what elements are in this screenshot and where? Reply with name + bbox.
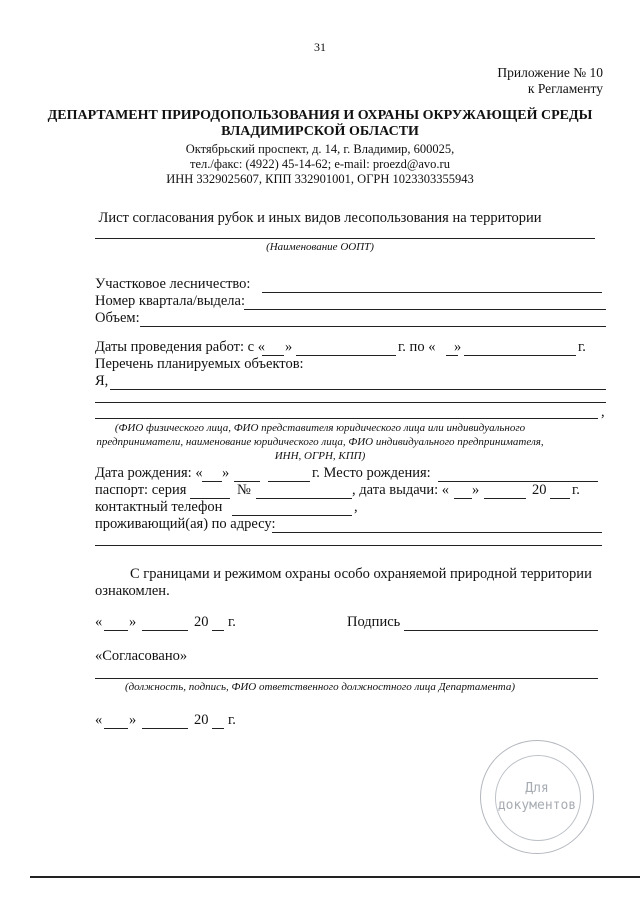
department-title-line-2: ВЛАДИМИРСКОЙ ОБЛАСТИ <box>221 124 419 139</box>
address-line-2[interactable] <box>95 545 602 546</box>
bottom-rule <box>30 876 640 878</box>
official-caption: (должность, подпись, ФИО ответственного должностного лица Департамента) <box>124 681 516 693</box>
person-caption-line-1: (ФИО физического лица, ФИО представителя юридического лица или индивидуального <box>114 422 526 434</box>
department-address: Октябрьский проспект, д. 14, г. Владимир, 600025, <box>185 142 455 156</box>
dates-to-quote: » <box>454 339 462 355</box>
sign-date-close: » <box>129 614 137 630</box>
birth-day-line[interactable] <box>202 481 222 482</box>
quarter-label: Номер квартала/выдела: <box>95 293 246 309</box>
issue-day-line[interactable] <box>454 498 472 499</box>
forestry-label: Участковое лесничество: <box>95 276 251 292</box>
agreed-date-close: » <box>129 712 137 728</box>
person-caption-line-3: ИНН, ОГРН, КПП) <box>274 450 366 462</box>
person-caption <box>0 421 640 463</box>
issue-year-g: г. <box>572 482 580 498</box>
dates-to-prefix: г. по « <box>398 339 436 355</box>
signature-label: Подпись <box>347 614 401 630</box>
sign-year-g: г. <box>228 614 236 630</box>
dates-from-month-line[interactable] <box>296 355 396 356</box>
birth-place-label: г. Место рождения: <box>312 465 431 481</box>
sign-year-prefix: 20 <box>194 614 209 630</box>
passport-number-label: № <box>237 482 251 498</box>
agreed-year-prefix: 20 <box>194 712 209 728</box>
volume-label: Объем: <box>95 310 140 326</box>
sign-day-line[interactable] <box>104 630 128 631</box>
phone-comma: , <box>354 499 358 515</box>
dates-to-month-line[interactable] <box>464 355 576 356</box>
dates-prefix: Даты проведения работ: с « <box>95 339 265 355</box>
department-title-line-1: ДЕПАРТАМЕНТ ПРИРОДОПОЛЬЗОВАНИЯ И ОХРАНЫ ОКРУЖАЮЩЕЙ СРЕДЫ <box>47 108 593 123</box>
phone-label: контактный телефон <box>95 499 223 515</box>
volume-line[interactable] <box>140 326 606 327</box>
birth-prefix: Дата рождения: « <box>95 465 203 481</box>
agreed-month-line[interactable] <box>142 728 188 729</box>
agreed-day-line[interactable] <box>104 728 128 729</box>
quarter-line[interactable] <box>244 309 606 310</box>
official-line[interactable] <box>95 678 598 679</box>
agreed-date-open: « <box>95 712 103 728</box>
forestry-line[interactable] <box>262 292 602 293</box>
department-ids: ИНН 3329025607, КПП 332901001, ОГРН 1023303355943 <box>166 172 474 186</box>
signature-line[interactable] <box>404 630 598 631</box>
issue-year-prefix: 20 <box>532 482 547 498</box>
issue-year-line[interactable] <box>550 498 570 499</box>
person-line-1[interactable] <box>110 389 606 390</box>
sign-date-open: « <box>95 614 103 630</box>
stamp-text-line-2: документов <box>497 798 577 813</box>
person-line-3[interactable] <box>95 418 598 419</box>
dates-end: г. <box>578 339 586 355</box>
birth-year-line[interactable] <box>268 481 310 482</box>
oopt-caption: (Наименование ООПТ) <box>266 241 374 253</box>
page-number: 31 <box>314 40 326 54</box>
department-title <box>0 108 640 140</box>
appendix-reference <box>497 65 603 97</box>
passport-number-line[interactable] <box>256 498 352 499</box>
person-caption-line-2: предприниматели, наименование юридического лица, ФИО индивидуального предпринимателя, <box>96 436 544 448</box>
objects-label: Перечень планируемых объектов: <box>95 356 304 372</box>
person-comma: , <box>601 404 605 420</box>
birth-quote: » <box>222 465 230 481</box>
stamp-text-line-1: Для <box>525 781 549 796</box>
i-label: Я, <box>95 373 109 389</box>
department-contacts: тел./факс: (4922) 45-14-62; e-mail: proezd@avo.ru <box>190 157 450 171</box>
issue-month-line[interactable] <box>484 498 526 499</box>
passport-series-label: паспорт: серия <box>95 482 187 498</box>
person-line-2[interactable] <box>95 402 606 403</box>
sign-month-line[interactable] <box>142 630 188 631</box>
appendix-line-1: Приложение № 10 <box>497 65 603 80</box>
address-line-1[interactable] <box>272 532 602 533</box>
dates-from-quote: » <box>285 339 293 355</box>
department-info <box>0 142 640 187</box>
sheet-title: Лист согласования рубок и иных видов лесопользования на территории <box>98 210 542 226</box>
oopt-name-line[interactable] <box>95 238 595 239</box>
acknowledge-line-2: ознакомлен. <box>95 583 170 599</box>
issue-date-label: , дата выдачи: « <box>352 482 450 498</box>
issue-quote: » <box>472 482 480 498</box>
address-label: проживающий(ая) по адресу: <box>95 516 276 532</box>
sign-year-line[interactable] <box>212 630 224 631</box>
document-stamp <box>480 740 594 854</box>
agreed-year-g: г. <box>228 712 236 728</box>
agreed-year-line[interactable] <box>212 728 224 729</box>
agreed-label: «Согласовано» <box>95 648 188 664</box>
acknowledge-line-1: С границами и режимом охраны особо охраняемой природной территории <box>130 566 592 582</box>
appendix-line-2: к Регламенту <box>527 81 603 96</box>
